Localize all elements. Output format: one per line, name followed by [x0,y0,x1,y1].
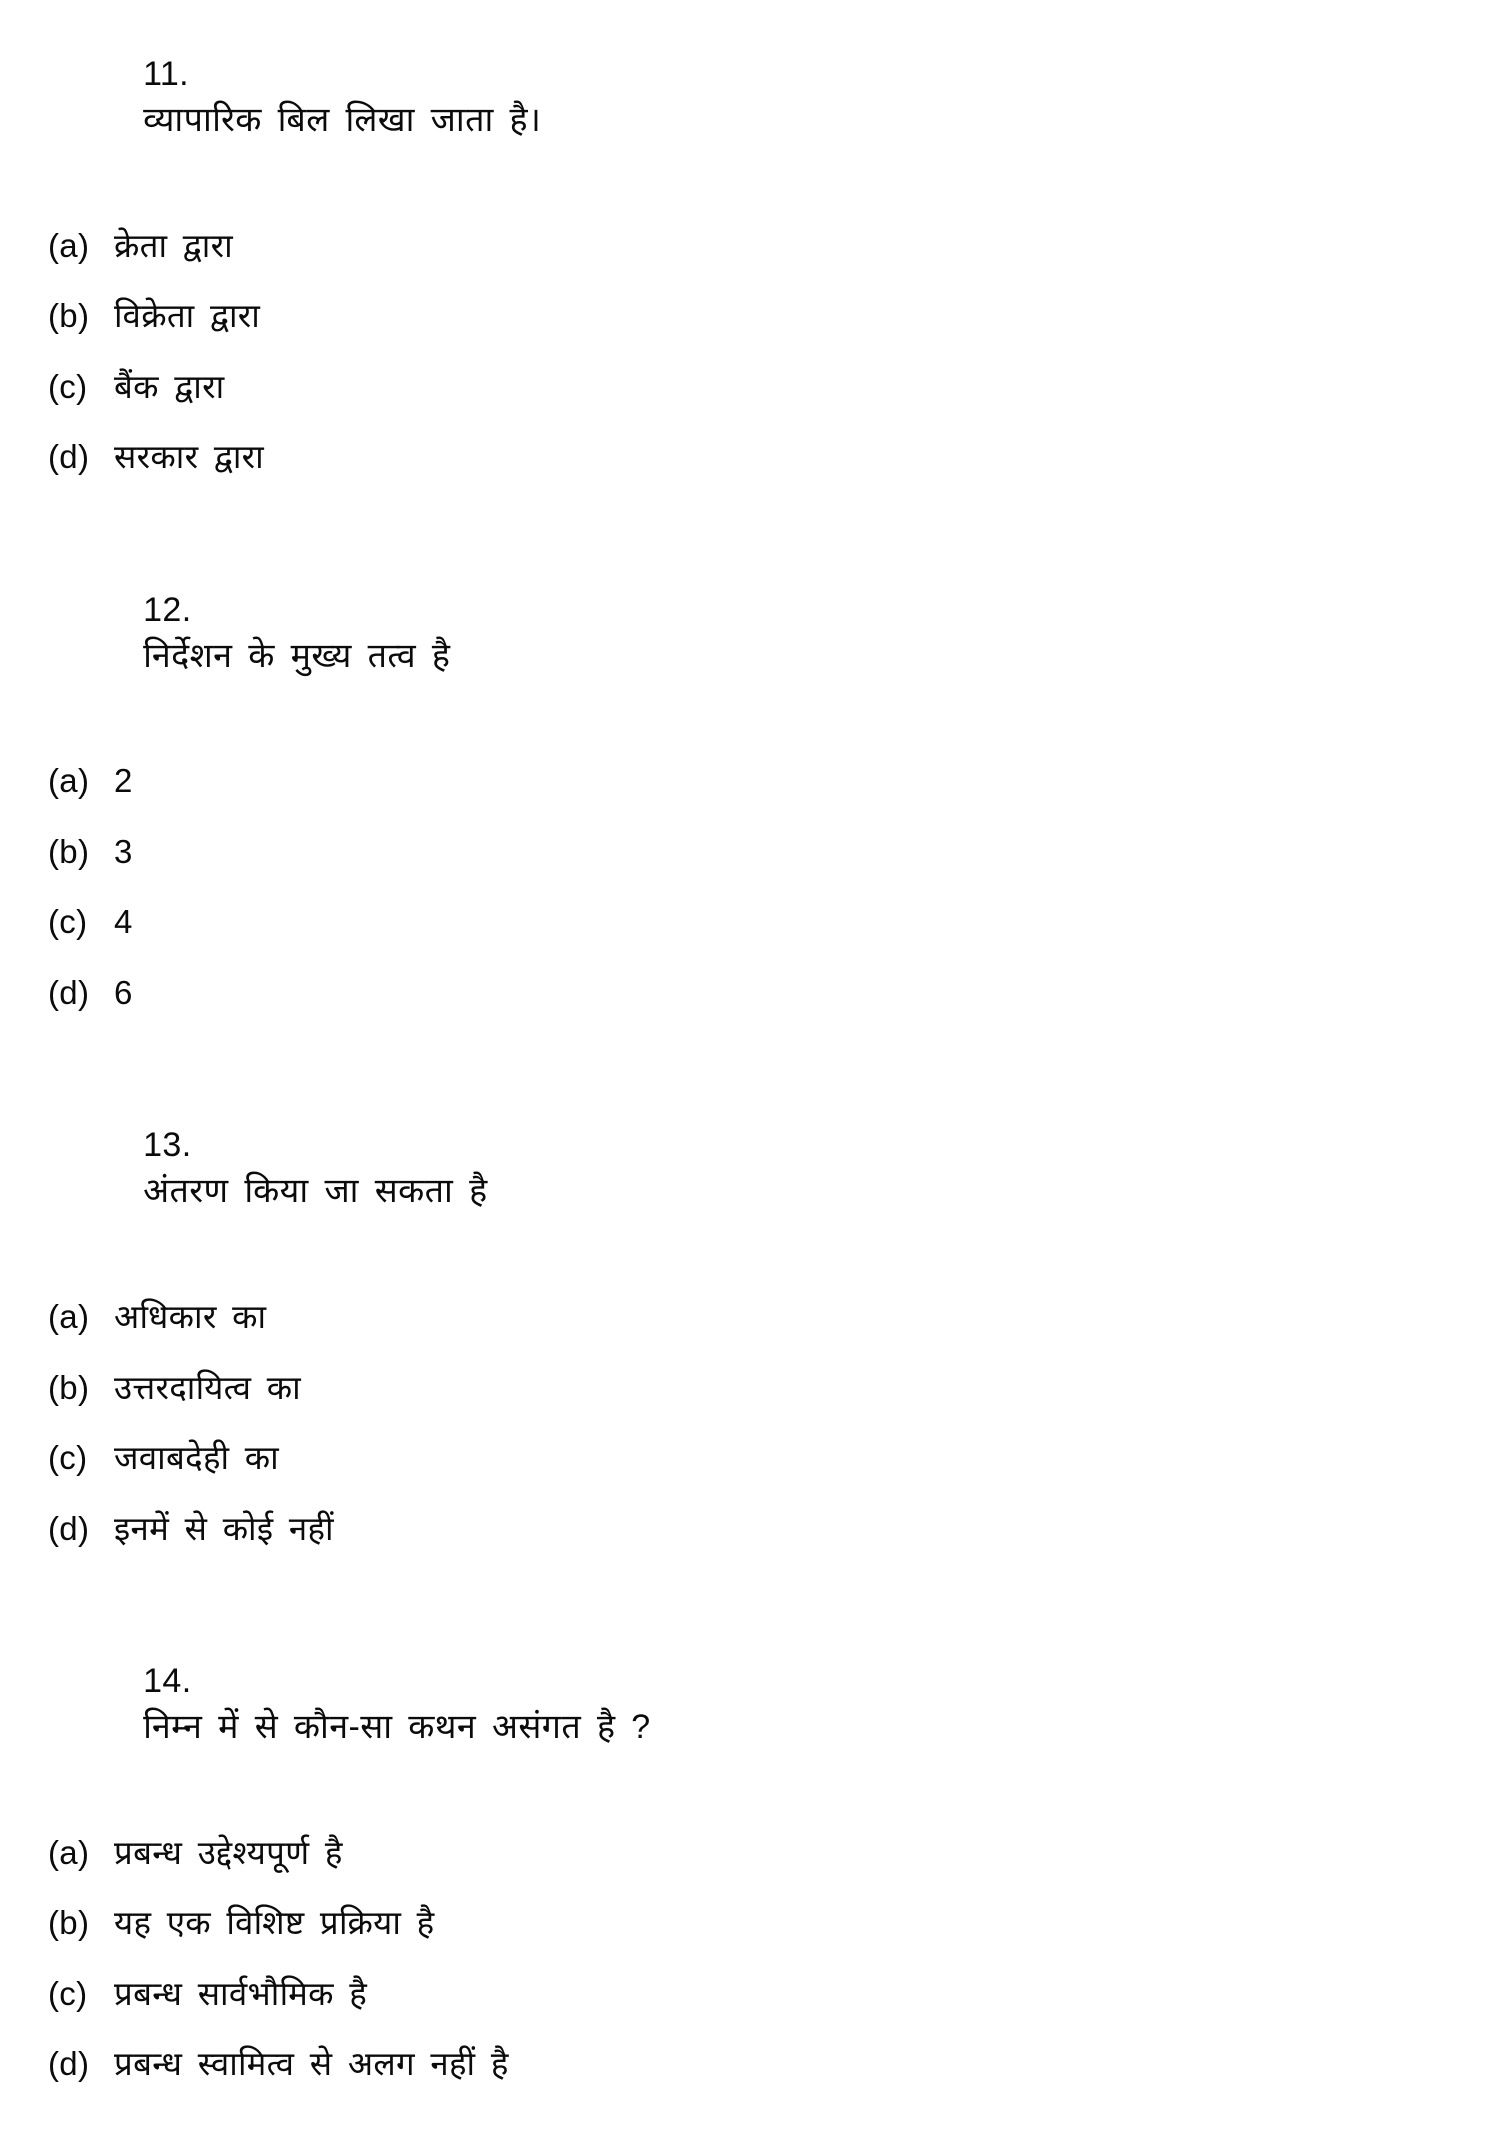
option-label: (b) [48,832,90,870]
question-text [48,1078,1445,1262]
question-statement: निर्देशन के मुख्य तत्व है [143,636,451,675]
option-row[interactable] [48,294,1445,339]
option-text: प्रबन्ध स्वामित्व से अलग नहीं है [114,2045,509,2083]
option-label: (d) [48,438,90,476]
option-label: (d) [48,973,90,1011]
option-text: 3 [114,832,133,870]
question-number: 11. [143,54,190,93]
option-row[interactable] [48,1901,1445,1946]
question-text [48,542,1445,726]
option-row[interactable] [48,759,1445,804]
option-label: (d) [48,2045,90,2083]
option-label: (a) [48,762,90,800]
option-label: (a) [48,226,90,264]
option-text: अधिकार का [114,1298,267,1336]
option-text: 4 [114,903,133,941]
option-row[interactable] [48,971,1445,1016]
question-number: 13. [143,1126,192,1165]
option-text: यह एक विशिष्ट प्रक्रिया है [114,1904,435,1942]
option-text: 6 [114,973,133,1011]
option-row[interactable] [48,1436,1445,1481]
option-label: (a) [48,1833,90,1871]
option-text: क्रेता द्वारा [114,226,233,264]
option-label: (b) [48,1904,90,1942]
option-label: (a) [48,1298,90,1336]
option-row[interactable] [48,435,1445,480]
option-label: (c) [48,1439,88,1477]
question-block [48,0,1445,480]
question-block [48,1613,1445,2087]
question-statement: व्यापारिक बिल लिखा जाता है। [143,100,542,139]
option-text: प्रबन्ध उद्देश्यपूर्ण है [114,1833,343,1871]
option-text: प्रबन्ध सार्वभौमिक है [114,1974,368,2012]
question-text [48,6,1445,190]
question-text [48,1613,1445,1797]
option-row[interactable] [48,1972,1445,2017]
option-label: (c) [48,903,88,941]
option-row[interactable] [48,830,1445,875]
question-block [48,542,1445,1016]
option-row[interactable] [48,1507,1445,1552]
option-text: विक्रेता द्वारा [114,297,261,335]
question-number: 14. [143,1662,192,1701]
option-text: इनमें से कोई नहीं [114,1509,334,1547]
option-row[interactable] [48,365,1445,410]
option-row[interactable] [48,2042,1445,2087]
question-number: 12. [143,590,192,629]
option-text: बैंक द्वारा [114,367,225,405]
option-text: जवाबदेही का [114,1439,279,1477]
option-text: 2 [114,762,133,800]
option-text: सरकार द्वारा [114,438,265,476]
option-label: (c) [48,1974,88,2012]
option-label: (d) [48,1509,90,1547]
question-block [48,1078,1445,1552]
option-label: (c) [48,367,88,405]
option-row[interactable] [48,1366,1445,1411]
option-row[interactable] [48,224,1445,269]
option-row[interactable] [48,1831,1445,1876]
question-statement: निम्न में से कौन-सा कथन असंगत है ? [143,1708,651,1747]
option-text: उत्तरदायित्व का [114,1368,301,1406]
option-row[interactable] [48,1295,1445,1340]
option-label: (b) [48,297,90,335]
question-statement: अंतरण किया जा सकता है [143,1172,488,1211]
option-label: (b) [48,1368,90,1406]
option-row[interactable] [48,900,1445,945]
